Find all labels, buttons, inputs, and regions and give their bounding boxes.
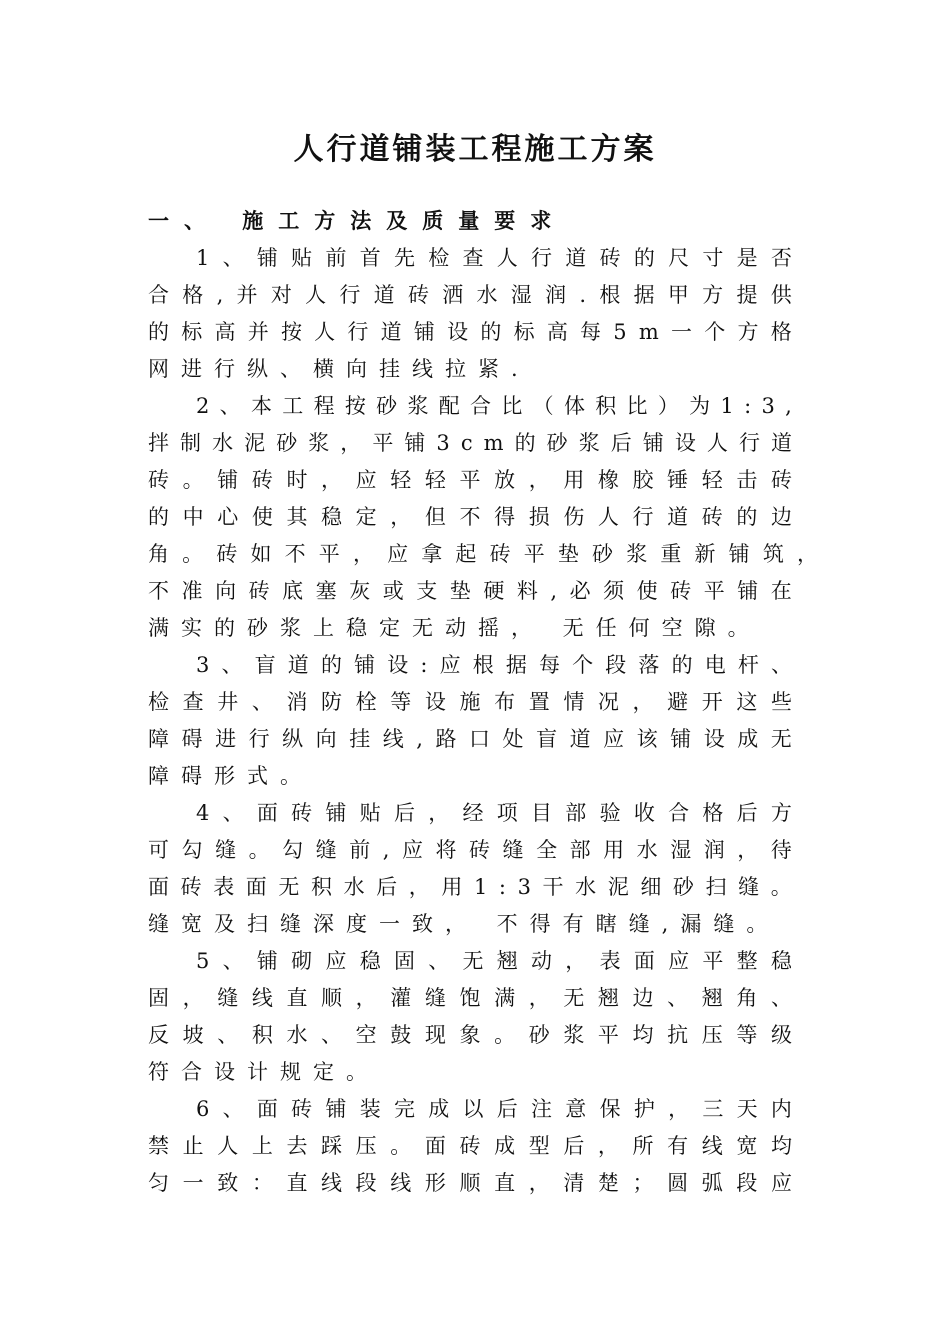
paragraph-line: 网进行纵、横向挂线拉紧. xyxy=(148,357,530,381)
paragraph-line: 的 中 心 使 其 稳 定 ， 但 不 得 损 伤 人 行 道 砖 的 边 xyxy=(148,505,792,529)
paragraph-line: 固 ， 缝 线 直 顺 ， 灌 缝 饱 满 ， 无 翘 边 、 翘 角 、 xyxy=(148,986,792,1010)
paragraph-line: 3 、 盲 道 的 铺 设 : 应 根 据 每 个 段 落 的 电 杆 、 xyxy=(196,653,792,677)
paragraph-line: 反 坡 、 积 水 、 空 鼓 现 象 。 砂 浆 平 均 抗 压 等 级 xyxy=(148,1023,792,1047)
paragraph-line: 满实的砂浆上稳定无动摇， 无任何空隙。 xyxy=(148,616,761,640)
section-heading: 一、 施工方法及质量要求 xyxy=(148,209,567,233)
paragraph-line: 1 、 铺 贴 前 首 先 检 查 人 行 道 砖 的 尺 寸 是 否 xyxy=(196,246,792,270)
paragraph-line: 缝宽及扫缝深度一致， 不得有瞎缝,漏缝。 xyxy=(148,912,780,936)
paragraph-line: 面 砖 表 面 无 积 水 后 ， 用 1 : 3 干 水 泥 细 砂 扫 缝 。 xyxy=(148,875,792,899)
paragraph-line: 砖 。 铺 砖 时 ， 应 轻 轻 平 放 ， 用 橡 胶 锤 轻 击 砖 xyxy=(148,468,792,492)
paragraph-line: 角 。 砖 如 不 平 ， 应 拿 起 砖 平 垫 砂 浆 重 新 铺 筑 ， xyxy=(148,542,818,566)
paragraph-line: 禁 止 人 上 去 踩 压 。 面 砖 成 型 后 ， 所 有 线 宽 均 xyxy=(148,1134,792,1158)
paragraph xyxy=(148,795,828,943)
paragraph xyxy=(148,1091,828,1202)
paragraph-line: 拌 制 水 泥 砂 浆 ， 平 铺 3 c m 的 砂 浆 后 铺 设 人 行 道 xyxy=(148,431,792,455)
paragraph-line: 符合设计规定。 xyxy=(148,1060,379,1084)
paragraph xyxy=(148,943,828,1091)
paragraph-line: 可 勾 缝 。 勾 缝 前 , 应 将 砖 缝 全 部 用 水 湿 润 ， 待 xyxy=(148,838,792,862)
paragraph xyxy=(148,388,828,647)
paragraph-line: 障 碍 进 行 纵 向 挂 线 , 路 口 处 盲 道 应 该 铺 设 成 无 xyxy=(148,727,792,751)
body-text xyxy=(148,240,828,1202)
paragraph-line: 5 、 铺 砌 应 稳 固 、 无 翘 动 ， 表 面 应 平 整 稳 xyxy=(196,949,792,973)
document-title: 人行道铺装工程施工方案 xyxy=(293,132,657,167)
paragraph xyxy=(148,647,828,795)
paragraph-line: 检 查 井 、 消 防 栓 等 设 施 布 置 情 况 ， 避 开 这 些 xyxy=(148,690,792,714)
paragraph-line: 合 格 , 并 对 人 行 道 砖 洒 水 湿 润 . 根 据 甲 方 提 供 xyxy=(148,283,792,307)
paragraph-line: 的 标 高 并 按 人 行 道 铺 设 的 标 高 每 5 m 一 个 方 格 xyxy=(148,320,792,344)
paragraph xyxy=(148,240,828,388)
paragraph-line: 2 、 本 工 程 按 砂 浆 配 合 比 （ 体 积 比 ） 为 1 : 3 , xyxy=(196,394,792,418)
paragraph-line: 6 、 面 砖 铺 装 完 成 以 后 注 意 保 护 ， 三 天 内 xyxy=(196,1097,792,1121)
paragraph-line: 不 准 向 砖 底 塞 灰 或 支 垫 硬 料 , 必 须 使 砖 平 铺 在 xyxy=(148,579,792,603)
paragraph-line: 匀 一 致 ： 直 线 段 线 形 顺 直 ， 清 楚 ； 圆 弧 段 应 xyxy=(148,1171,792,1195)
paragraph-line: 4 、 面 砖 铺 贴 后 ， 经 项 目 部 验 收 合 格 后 方 xyxy=(196,801,792,825)
paragraph-line: 障碍形式。 xyxy=(148,764,313,788)
